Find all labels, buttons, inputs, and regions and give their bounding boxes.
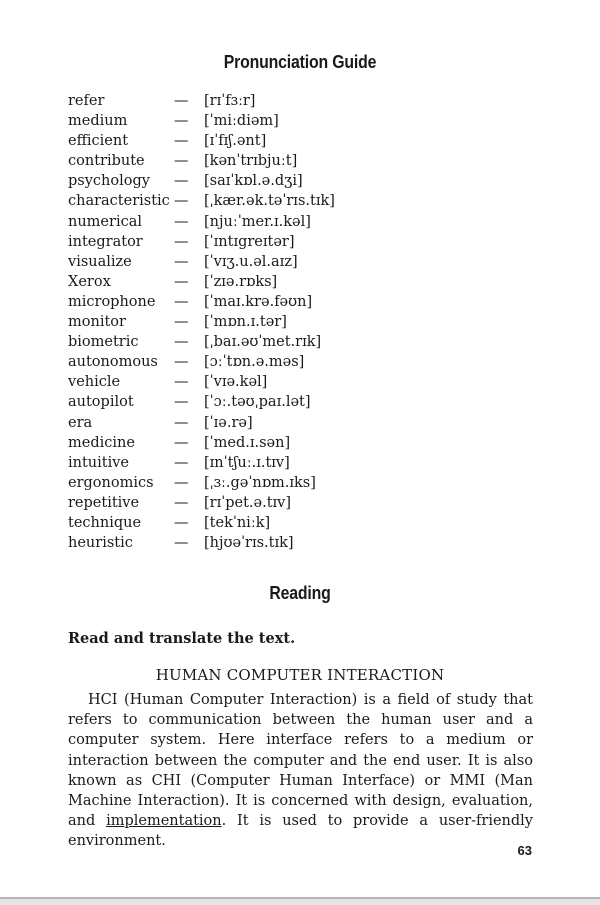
article-text-before: HCI (Human Computer Interaction) is a field of study that refers to communication between the human user and a computer system. Here interface refers to a medium or interaction between the computer and the end user. It is also known as CHI (Computer Human Interface) or MMI (Man Machine Interaction). It is concerned with design, evaluation, and <box>68 692 533 830</box>
vocab-pronunciation: [ɔːˈtɒn.ə.məs] <box>204 354 305 371</box>
page-gutter <box>0 899 600 905</box>
vocab-row <box>68 473 468 493</box>
vocab-dash: — <box>174 334 189 351</box>
page-title: Pronunciation Guide <box>223 52 377 72</box>
vocab-row <box>68 453 468 473</box>
vocab-word: characteristic <box>68 193 170 210</box>
vocab-pronunciation: [rɪˈfɜːr] <box>204 93 256 109</box>
vocab-word: Xerox <box>68 273 111 290</box>
vocab-dash: — <box>174 113 189 130</box>
vocab-pronunciation: [rɪˈpet.ə.tɪv] <box>204 494 292 511</box>
vocab-pronunciation: [ˈmiːdiəm] <box>204 113 279 130</box>
vocab-dash: — <box>174 535 189 552</box>
vocab-row <box>68 252 468 272</box>
page-number: 63 <box>517 843 532 858</box>
vocab-word: psychology <box>68 173 150 190</box>
vocab-dash: — <box>174 474 189 491</box>
vocab-pronunciation: [ˈmaɪ.krə.fəʊn] <box>204 293 313 310</box>
vocab-dash: — <box>174 173 189 190</box>
vocab-row <box>68 493 468 513</box>
vocab-dash: — <box>174 133 189 150</box>
vocab-dash: — <box>174 233 189 250</box>
vocab-pronunciation: [kənˈtrɪbjuːt] <box>204 153 298 170</box>
underlined-word: implementation <box>106 813 222 830</box>
vocab-row <box>68 111 468 131</box>
vocab-row <box>68 392 468 412</box>
vocab-word: medicine <box>68 434 135 451</box>
vocab-word: numerical <box>68 213 142 230</box>
vocab-row <box>68 332 468 352</box>
vocab-dash: — <box>174 314 189 331</box>
vocab-row <box>68 533 468 553</box>
vocab-dash: — <box>174 253 189 270</box>
vocab-pronunciation: [ˈɔː.təʊˌpaɪ.lət] <box>204 394 311 411</box>
vocab-pronunciation: [ˈvɪə.kəl] <box>204 374 268 391</box>
vocab-dash: — <box>174 374 189 391</box>
article-heading: HUMAN COMPUTER INTERACTION <box>155 666 445 684</box>
vocab-word: heuristic <box>68 535 133 552</box>
vocab-pronunciation: [ˌɜː.gəˈnɒm.ɪks] <box>204 474 316 491</box>
vocab-row <box>68 513 468 533</box>
vocab-dash: — <box>174 193 189 210</box>
vocab-pronunciation: [ˈmɒn.ɪ.tər] <box>204 314 287 331</box>
vocab-dash: — <box>174 454 189 471</box>
vocab-word: visualize <box>68 253 132 270</box>
vocab-row <box>68 372 468 392</box>
vocab-row <box>68 272 468 292</box>
vocab-pronunciation: [ˈzɪə.rɒks] <box>204 273 278 290</box>
vocab-row <box>68 433 468 453</box>
vocab-word: era <box>68 414 93 431</box>
vocab-pronunciation: [njuːˈmer.ɪ.kəl] <box>204 213 311 230</box>
article-paragraph <box>68 690 533 852</box>
vocab-dash: — <box>174 213 189 230</box>
vocab-dash: — <box>174 514 189 531</box>
vocab-row <box>68 151 468 171</box>
vocab-word: autonomous <box>68 354 158 371</box>
vocab-pronunciation: [ˈɪə.rə] <box>204 414 253 431</box>
vocab-dash: — <box>174 153 189 170</box>
vocab-pronunciation: [ˈvɪʒ.u.əl.aɪz] <box>204 253 298 270</box>
vocab-pronunciation: [saɪˈkɒl.ə.dʒi] <box>204 173 303 190</box>
vocab-pronunciation: [ˈɪntɪgreɪtər] <box>204 233 295 250</box>
vocab-row <box>68 212 468 232</box>
vocab-dash: — <box>174 93 189 109</box>
vocab-pronunciation: [ˈmed.ɪ.sən] <box>204 434 291 451</box>
vocab-word: technique <box>68 514 142 531</box>
vocab-dash: — <box>174 273 189 290</box>
vocab-word: monitor <box>68 314 126 331</box>
article-text-after: . It is used to provide a user-friendly environment. <box>68 813 533 850</box>
vocab-pronunciation: [hjʊəˈrɪs.tɪk] <box>204 535 294 552</box>
vocab-word: refer <box>68 93 105 109</box>
vocab-pronunciation: [ɪˈfɪʃ.ənt] <box>204 133 267 150</box>
vocab-dash: — <box>174 394 189 411</box>
vocab-word: contribute <box>68 153 145 170</box>
vocab-row <box>68 131 468 151</box>
vocab-pronunciation: [ˌkær.ək.təˈrɪs.tɪk] <box>204 193 335 210</box>
vocab-pronunciation: [ɪnˈtʃuː.ɪ.tɪv] <box>204 454 290 471</box>
vocab-pronunciation: [ˌbaɪ.əʊˈmet.rɪk] <box>204 334 322 351</box>
vocab-dash: — <box>174 434 189 451</box>
vocab-dash: — <box>174 354 189 371</box>
instruction-text: Read and translate the text. <box>68 630 296 647</box>
pronunciation-list <box>68 91 468 553</box>
vocab-row <box>68 312 468 332</box>
vocab-row <box>68 171 468 191</box>
vocab-word: biometric <box>68 334 139 351</box>
vocab-row <box>68 191 468 211</box>
vocab-word: efficient <box>68 133 129 150</box>
vocab-word: repetitive <box>68 494 140 511</box>
vocab-dash: — <box>174 293 189 310</box>
vocab-row <box>68 232 468 252</box>
vocab-word: intuitive <box>68 454 130 471</box>
vocab-row <box>68 413 468 433</box>
vocab-dash: — <box>174 414 189 431</box>
vocab-word: microphone <box>68 293 156 310</box>
vocab-dash: — <box>174 494 189 511</box>
section-title-reading: Reading <box>269 583 331 603</box>
vocab-pronunciation: [tekˈniːk] <box>204 514 271 531</box>
vocab-word: vehicle <box>68 374 121 391</box>
vocab-row <box>68 292 468 312</box>
vocab-row <box>68 352 468 372</box>
vocab-word: integrator <box>68 233 143 250</box>
vocab-word: autopilot <box>68 394 134 411</box>
vocab-row <box>68 91 468 111</box>
vocab-word: medium <box>68 113 128 130</box>
vocab-word: ergonomics <box>68 474 154 491</box>
